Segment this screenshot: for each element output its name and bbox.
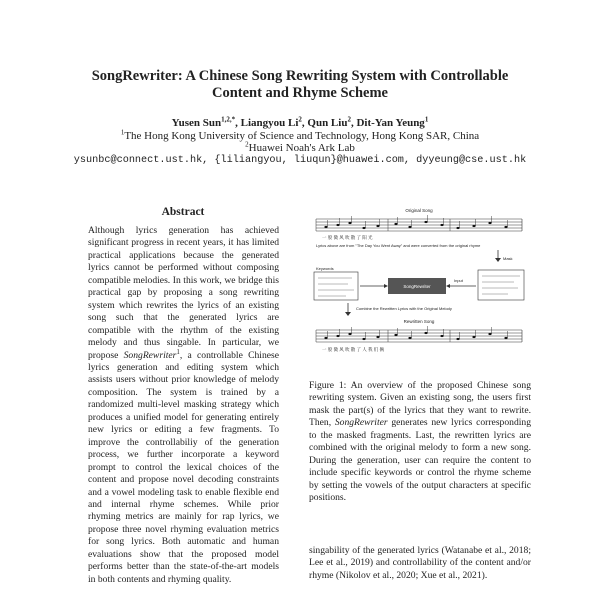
model-label: SongRewriter — [403, 284, 431, 289]
author-names: Yusen Sun$^{1,2,*}$, Liangyou Li$^2$, Qun Liu$^2$, Dit-Yan Yeung$^1$ — [171, 115, 429, 129]
abstract-text-2: , a controllable Chinese lyrics generation and editing system which assists users without prior knowledge of melody composition. The system is trained by a randomized multi-level masking strategy which produces a unified model for generating entirely new lyrics or editing a few fragments. To improve the controllabiliy of the generation process, we further incorporate a keyword prompt to control the lexical choices of the content and propose novel decoding constraints and a vowel modeling task to enable flexible end and internal rhyme schemes. While prior rhyming metrics are mainly for rap lyrics, we propose three novel rhyming evaluation metrics for song lyrics. Both automatic and human evaluations show that the proposed model performs better than the state-of-the-art models in both contents and rhyming quality. — [88, 349, 279, 585]
title-line-2: Content and Rhyme Scheme — [211, 85, 388, 101]
author-1-sup: 1,2,* — [221, 115, 236, 124]
abstract-heading: Abstract — [161, 206, 205, 218]
keywords-label: Keywords — [316, 266, 334, 271]
input-box — [478, 270, 524, 300]
rewritten-lyrics: 一 股 微 风 吹 散 了 人 我 们 俩 — [322, 347, 385, 352]
title-line-1: SongRewriter: A Chinese Song Rewriting System with Controllable — [91, 68, 509, 84]
footnote-marker[interactable]: 1 — [176, 347, 180, 356]
body-paragraph: singability of the generated lyrics (Watanabe et al., 2018; Lee et al., 2019) and controllability of the content and/or rhyme (Nikolov et al., 2020; Xue et al., 2021). — [309, 545, 531, 581]
body-text — [309, 545, 531, 582]
affiliation-2 — [0, 142, 600, 155]
affil-1-text: The Hong Kong University of Science and Technology, Hong Kong SAR, China — [124, 129, 480, 142]
author-2-sup: 2 — [298, 115, 302, 124]
combine-label: Combine the Rewritten Lyrics with the Original Melody — [356, 306, 452, 311]
original-lyrics: 一 股 微 风 吹 散 了 阳 光 — [322, 235, 373, 240]
author-2: Liangyou Li — [240, 117, 299, 129]
affil-2-text: Huawei Noah's Ark Lab — [248, 142, 355, 154]
author-4-sup: 1 — [424, 115, 429, 124]
caption-system-name: SongRewriter — [334, 417, 388, 429]
original-song-label: Original Song — [405, 208, 433, 213]
author-1: Yusen Sun — [171, 117, 222, 129]
affil-2-sup: 2 — [245, 140, 249, 149]
paper-title — [0, 68, 600, 102]
caption-text-2: generates new lyrics corresponding to the masked fragments. Last, the rewritten lyrics are combined with the original melody to form a new song. During the generation, user can require the content to include specific keywords or control the rhyme scheme by setting the vowels of the output characters at specific positions. — [309, 417, 531, 504]
input-label: Input — [454, 278, 463, 283]
author-emails[interactable]: ysunbc@connect.ust.hk, {liliangyou, liuqun}@huawei.com, dyyeung@cse.ust.hk — [73, 154, 527, 166]
original-staff — [316, 215, 522, 231]
figure-caption — [309, 380, 531, 505]
mask-label: Mask — [503, 256, 513, 261]
author-3: Qun Liu — [307, 117, 348, 129]
abstract-text-1: Although lyrics generation has achieved significant progress in recent years, it has limited practical applications because the generated lyrics cannot be performed without composing compatible melodies. In this work, we bridge this practical gap by proposing a song rewriting system which rewrites the lyrics of an existing song such that the generated lyrics are compatible with the rhythm of the existing melody and thus singable. In particular, we propose — [88, 225, 279, 361]
rewritten-staff — [316, 326, 522, 342]
author-3-sup: 2 — [347, 115, 351, 124]
original-source-note: Lyrics above are from "The Day You Went Away" and were converted from the original rhyme — [316, 243, 481, 248]
author-block — [0, 117, 600, 167]
affiliation-1 — [0, 127, 600, 143]
abstract-body — [88, 225, 279, 586]
figure-1 — [308, 206, 530, 366]
abstract-system-name: SongRewriter — [123, 349, 177, 361]
affil-1-sup: 1 — [120, 127, 125, 136]
rewritten-song-label: Rewritten Song — [403, 319, 435, 324]
author-4: Dit-Yan Yeung — [356, 117, 425, 129]
caption-text-1: Figure 1: An overview of the proposed Chinese song rewriting system. Given an existing song, the users first mask the part(s) of the lyrics that they want to rewrite. Then, — [309, 380, 531, 429]
